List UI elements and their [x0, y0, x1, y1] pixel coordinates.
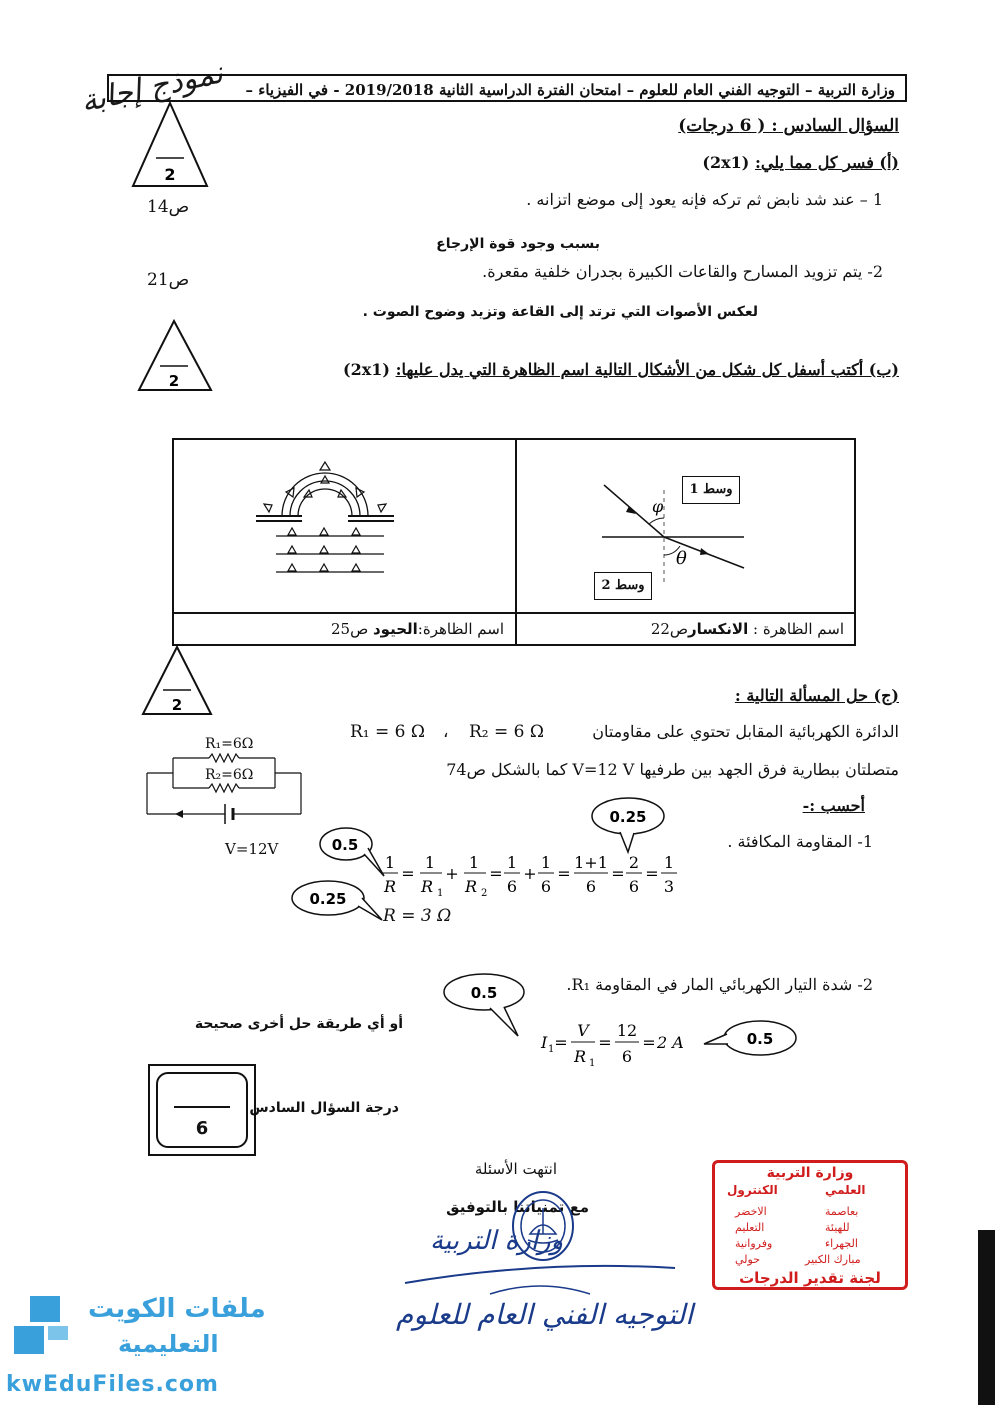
part-a-item-2: 2- يتم تزويد المسارح والقاعات الكبيرة بجدران خلفية مقعرة. — [482, 262, 883, 281]
bubble-05-q2-top-text: 0.5 — [470, 984, 498, 1002]
bubble-025-left — [288, 878, 388, 928]
svg-text:6: 6 — [540, 877, 552, 896]
refraction-caption — [651, 620, 844, 638]
equivalent-resistance-equation — [380, 850, 680, 900]
r1-value: R₁ = 6 Ω — [350, 722, 425, 742]
logo-url: kwEduFiles.com — [6, 1372, 219, 1397]
svg-text:1: 1 — [506, 853, 518, 872]
part-c-line-2-ref: ص74 — [446, 760, 486, 779]
bubble-05-left-text: 0.5 — [331, 836, 359, 854]
svg-text:1: 1 — [424, 853, 436, 872]
svg-text:+: + — [445, 864, 459, 883]
part-a-ref-1: ص14 — [147, 197, 190, 217]
model-answer-stamp: نموذج إجابة — [77, 55, 226, 120]
svg-text:R: R — [420, 877, 434, 896]
svg-text:2: 2 — [628, 853, 640, 872]
part-c-title: (ج) حل المسألة التالية : — [734, 686, 899, 705]
part-c-text-line-2 — [446, 760, 899, 779]
theta-symbol: θ — [676, 548, 687, 569]
medium-1-label: وسط 1 — [682, 476, 740, 504]
question-score-box — [148, 1064, 256, 1156]
exam-header: وزارة التربية – التوجيه الفني العام للعلوم – امتحان الفترة الدراسية الثانية 2019/2018 - في الفيزياء – — [107, 74, 907, 102]
svg-text:=: = — [611, 864, 625, 883]
diffraction-caption-answer: الحيود — [372, 620, 418, 638]
svg-text:2 A: 2 A — [657, 1033, 684, 1052]
bubble-05-q2-top — [440, 970, 530, 1040]
score-box-denominator: 6 — [195, 1118, 209, 1139]
circuit-voltage-label: V=12V — [225, 840, 279, 858]
signature-flourish — [400, 1258, 680, 1298]
part-a-answer-2: لعكس الأصوات التي ترتد إلى القاعة وتزيد وضوح الصوت . — [362, 304, 758, 320]
stamp-item-4: للهيئة — [825, 1221, 850, 1234]
part-a-denominator: 2 — [164, 165, 176, 184]
svg-text:=: = — [401, 864, 415, 883]
score-box-label: درجة السؤال السادس — [249, 1100, 399, 1116]
part-c-intro: الدائرة الكهربائية المقابل تحتوي على مقاومتان — [592, 722, 899, 741]
bubble-025-top — [588, 796, 668, 856]
stamp-item-3: التعليم — [735, 1221, 765, 1234]
comma-separator: ، — [443, 722, 449, 742]
svg-text:=: = — [642, 1033, 656, 1052]
svg-text:=: = — [489, 864, 503, 883]
signature-ministry: وزارة التربية — [430, 1226, 564, 1256]
svg-text:=: = — [645, 864, 659, 883]
svg-text:1+1: 1+1 — [574, 853, 608, 872]
circuit-r2-label: R₂=6Ω — [205, 767, 254, 783]
svg-text:2: 2 — [481, 888, 488, 899]
part-c-denominator: 2 — [171, 696, 183, 714]
logo-line-2: التعليمية — [118, 1330, 219, 1358]
bubble-025-left-text: 0.25 — [309, 890, 347, 908]
bubble-05-left — [318, 826, 388, 882]
part-b-title-text: (ب) أكتب أسفل كل شكل من الأشكال التالية اسم الظاهرة التي يدل عليها: — [395, 360, 899, 379]
refraction-caption-answer: الانكسار — [688, 620, 749, 638]
phenomena-figure-table — [172, 438, 856, 646]
part-b-denominator: 2 — [168, 372, 180, 390]
logo-line-1: ملفات الكويت — [88, 1294, 266, 1324]
signature-department: التوجيه الفني العام للعلوم — [396, 1298, 694, 1331]
diffraction-caption-ref: ص25 — [330, 620, 369, 638]
good-luck-wish: مع تمنياتنا بالتوفيق — [446, 1198, 589, 1216]
svg-text:I: I — [541, 1033, 548, 1052]
stamp-item-8: مبارك الكبير — [805, 1253, 861, 1266]
refraction-caption-prefix: اسم الظاهرة : — [753, 620, 844, 638]
stamp-header-left: الكنترول — [727, 1183, 778, 1197]
grading-committee-stamp — [712, 1160, 908, 1290]
equation-1-svg — [380, 850, 680, 900]
svg-text:1: 1 — [384, 853, 396, 872]
part-b-marks: (2x1) — [343, 360, 390, 379]
svg-text:R: R — [573, 1047, 587, 1066]
equivalent-resistance-result: R = 3 Ω — [383, 906, 452, 926]
svg-text:R: R — [464, 877, 478, 896]
stamp-item-1: الاخضر — [735, 1205, 767, 1218]
part-a-marks: (2x1) — [702, 153, 750, 172]
svg-text:=: = — [554, 1033, 568, 1052]
svg-text:6: 6 — [585, 877, 597, 896]
medium-2-label: وسط 2 — [594, 572, 652, 600]
stamp-item-5: وفروانية — [735, 1237, 773, 1250]
part-b-score-triangle — [136, 318, 216, 394]
diffraction-caption-prefix: اسم الظاهرة: — [417, 620, 504, 638]
bubble-025-top-text: 0.25 — [609, 808, 647, 826]
kwedufiles-logo-icon — [8, 1292, 88, 1366]
svg-text:+: + — [523, 864, 537, 883]
svg-text:1: 1 — [437, 888, 444, 899]
svg-text:V: V — [577, 1021, 589, 1040]
score-box-line — [174, 1106, 230, 1108]
svg-text:=: = — [557, 864, 571, 883]
part-a-item-1: 1 – عند شد نابض ثم تركه فإنه يعود إلى موضع اتزانه . — [526, 190, 883, 209]
part-a-ref-2: ص21 — [147, 270, 190, 290]
part-c-text-line-1 — [592, 722, 899, 741]
part-a-title-text: (أ) فسر كل مما يلي: — [754, 153, 899, 172]
stamp-bottom: لجنة تقدير الدرجات — [739, 1269, 881, 1287]
stamp-item-7: حولي — [735, 1253, 761, 1266]
stamp-top: وزارة التربية — [766, 1165, 854, 1181]
svg-text:1: 1 — [548, 1044, 555, 1055]
svg-text:6: 6 — [621, 1047, 633, 1066]
svg-text:1: 1 — [589, 1058, 596, 1069]
table-divider-horizontal — [174, 612, 854, 614]
part-c-score-triangle — [140, 644, 214, 718]
end-of-questions: انتهت الأسئلة — [474, 1160, 557, 1178]
part-b-title — [343, 360, 899, 379]
svg-text:6: 6 — [628, 877, 640, 896]
equation-2-svg — [535, 1018, 715, 1070]
question-title: السؤال السادس : ( 6 درجات) — [678, 116, 899, 136]
diffraction-diagram — [244, 450, 444, 585]
bubble-05-q2-right — [700, 1016, 800, 1062]
part-a-title — [702, 153, 899, 172]
part-c-line-2-text: متصلتان ببطارية فرق الجهد بين طرفيها V=12 V كما بالشكل — [491, 760, 899, 779]
refraction-caption-ref: ص22 — [650, 620, 689, 638]
svg-text:1: 1 — [468, 853, 480, 872]
phi-symbol: φ — [652, 497, 664, 516]
scan-edge-bar — [978, 1230, 995, 1405]
svg-text:12: 12 — [616, 1021, 638, 1040]
stamp-item-6: الجهراء — [825, 1237, 858, 1250]
stamp-item-2: بعاصمة — [825, 1205, 859, 1218]
svg-text:6: 6 — [506, 877, 518, 896]
current-equation — [535, 1018, 715, 1070]
diffraction-caption — [331, 620, 504, 638]
stamp-header-right: العلمي — [825, 1183, 866, 1197]
bubble-05-q2-right-text: 0.5 — [746, 1030, 774, 1048]
svg-text:1: 1 — [663, 853, 675, 872]
svg-text:R: R — [383, 877, 397, 896]
calc-title: أحسب :- — [802, 796, 865, 815]
svg-text:=: = — [598, 1033, 612, 1052]
part-a-score-triangle — [130, 100, 210, 190]
svg-text:1: 1 — [540, 853, 552, 872]
other-methods-note: أو أي طريقة حل أخرى صحيحة — [194, 1016, 403, 1032]
calc-q1: 1- المقاومة المكافئة . — [727, 832, 873, 851]
circuit-r1-label: R₁=6Ω — [205, 736, 254, 752]
r2-value: R₂ = 6 Ω — [469, 722, 544, 742]
svg-text:3: 3 — [663, 877, 675, 896]
score-box-inner — [156, 1072, 248, 1148]
calc-q2: 2- شدة التيار الكهربائي المار في المقاومة R₁. — [566, 975, 873, 994]
part-a-answer-1: بسبب وجود قوة الإرجاع — [436, 236, 600, 252]
